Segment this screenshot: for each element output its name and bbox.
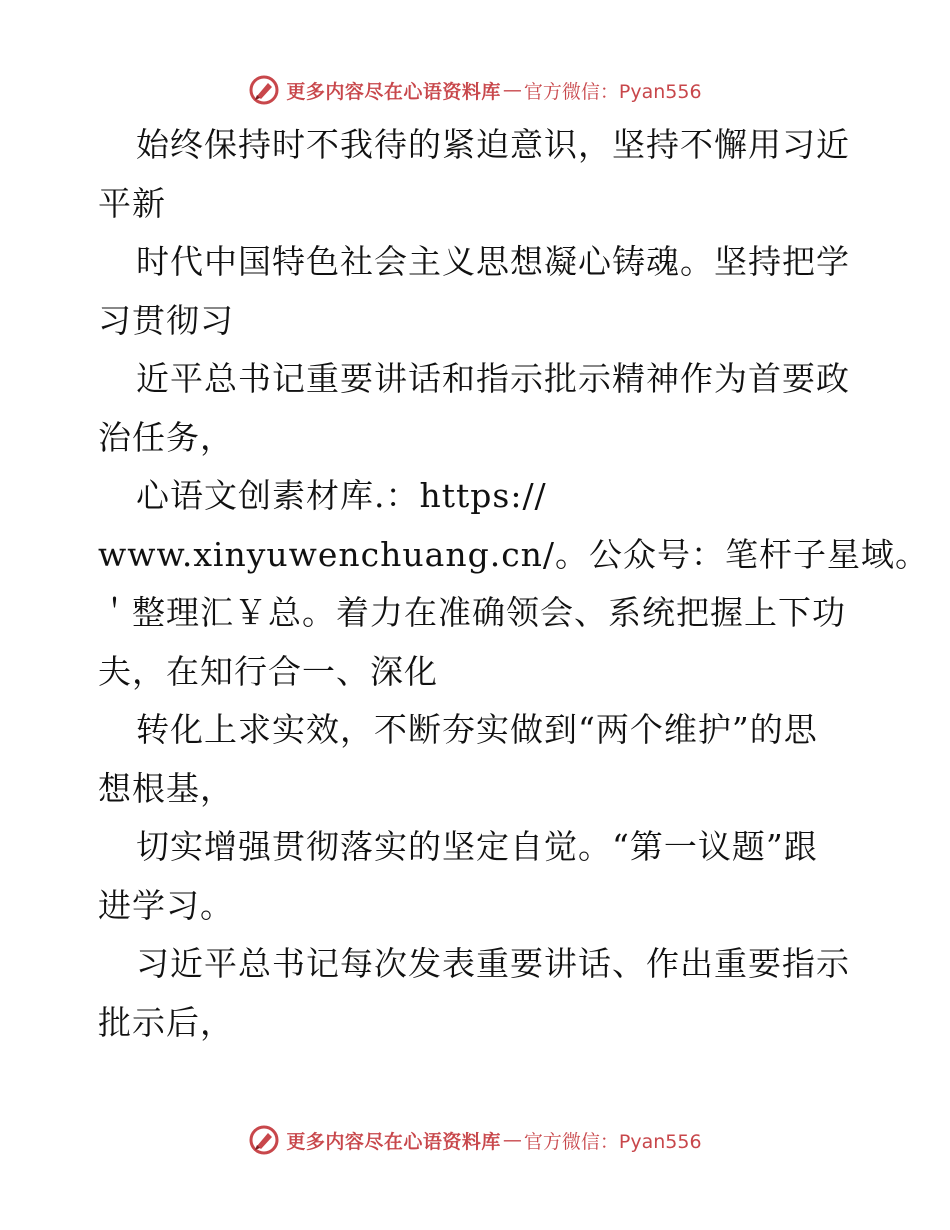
text-line: 转化上求实效，不断夯实做到“两个维护”的思	[136, 710, 818, 749]
header-brand-text: 更多内容尽在心语资料库	[286, 80, 501, 103]
text-line: 心语文创素材库.：https://	[136, 476, 547, 515]
footer-contact-text: 官方微信：Pyan556	[523, 1130, 702, 1153]
text-line: 习近平总书记每次发表重要讲话、作出重要指示	[136, 944, 850, 983]
header-watermark	[0, 70, 950, 110]
text-line: 批示后，	[98, 1002, 234, 1042]
text-line: 时代中国特色社会主义思想凝心铸魂。坚持把学	[136, 242, 850, 281]
footer-brand-text: 更多内容尽在心语资料库	[286, 1130, 501, 1153]
header-separator: —	[502, 79, 522, 101]
text-line: 想根基，	[98, 768, 234, 808]
text-line: www.xinyuwenchuang.cn/。公众号：笔杆子星域。	[98, 534, 930, 574]
brand-logo-icon	[248, 1124, 280, 1156]
footer-separator: —	[502, 1129, 522, 1151]
text-line: 治任务，	[98, 417, 234, 457]
text-line: 进学习。	[98, 885, 234, 925]
text-line: 习贯彻习	[98, 300, 234, 340]
text-line: 切实增强贯彻落实的坚定自觉。“第一议题”跟	[136, 827, 818, 866]
header-contact-text: 官方微信：Pyan556	[523, 80, 702, 103]
text-line: 近平总书记重要讲话和指示批示精神作为首要政	[136, 359, 850, 398]
text-line: 始终保持时不我待的紧迫意识，坚持不懈用习近	[136, 125, 850, 164]
brand-logo-icon	[248, 74, 280, 106]
text-line: 夫，在知行合一、深化	[98, 651, 438, 691]
text-line: 平新	[98, 183, 166, 223]
document-body	[98, 116, 930, 1052]
text-line: ＇整理汇￥总。着力在准确领会、系统把握上下功	[98, 593, 846, 632]
footer-watermark	[0, 1120, 950, 1160]
